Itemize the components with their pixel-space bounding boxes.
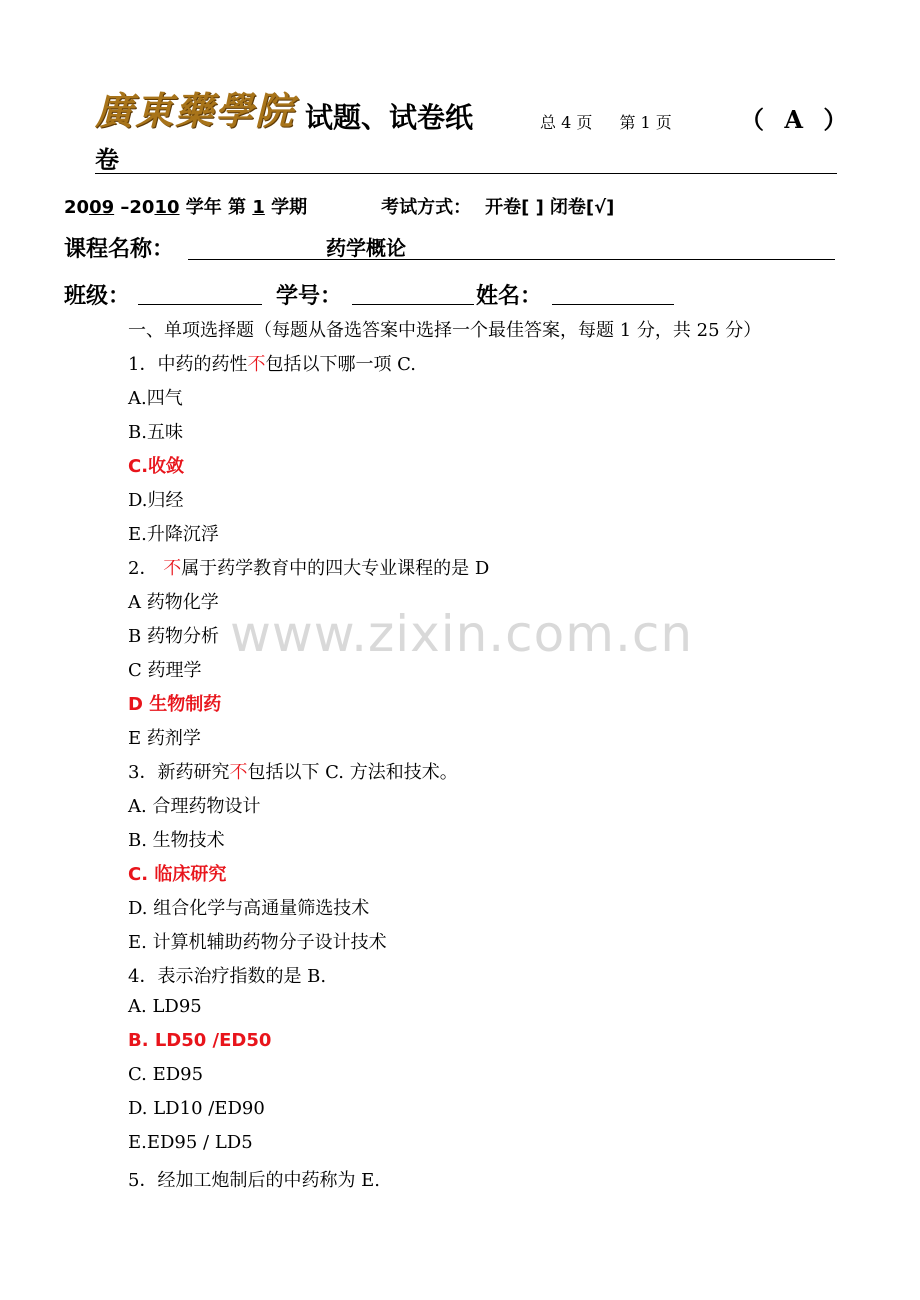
closed-book-option: 闭卷[√] bbox=[549, 197, 615, 218]
option: D. LD10 /ED90 bbox=[128, 1098, 265, 1119]
question-text: 4．表示治疗指数的是 B. bbox=[128, 966, 327, 987]
student-name-label: 姓名： bbox=[476, 284, 543, 309]
option: B 药物分析 bbox=[128, 626, 219, 647]
watermark: www.zixin.com.cn bbox=[230, 605, 694, 663]
option: E 药剂学 bbox=[128, 728, 201, 749]
question-stem bbox=[128, 554, 489, 580]
option: A 药物化学 bbox=[128, 592, 219, 613]
year-suffix: 学年 第 bbox=[179, 197, 253, 218]
option: C. ED95 bbox=[128, 1064, 204, 1085]
section-heading: 一、单项选择题（每题从备选答案中选择一个最佳答案，每题 1 分，共 25 分） bbox=[128, 320, 762, 341]
paper-title: 试题、试卷纸 bbox=[305, 101, 474, 134]
question-stem bbox=[128, 758, 458, 784]
option: D. 组合化学与高通量筛选技术 bbox=[128, 898, 370, 919]
question-text: 属于药学教育中的四大专业课程的是 D bbox=[181, 558, 490, 579]
term-suffix: 学期 bbox=[264, 197, 308, 218]
answer-option: C.收敛 bbox=[128, 456, 185, 477]
question-text: 5．经加工炮制后的中药称为 E. bbox=[128, 1170, 381, 1191]
negation-highlight: 不 bbox=[229, 762, 248, 783]
year-start: 09 bbox=[89, 197, 115, 218]
question-text: 包括以下 C. 方法和技术。 bbox=[247, 762, 458, 783]
term-number: 1 bbox=[252, 197, 265, 218]
option: A. LD95 bbox=[128, 996, 202, 1017]
course-name: 药学概论 bbox=[326, 236, 406, 260]
year-dash: –20 bbox=[114, 197, 155, 218]
question-text: 2． bbox=[128, 558, 164, 579]
year-end: 10 bbox=[154, 197, 180, 218]
option: B.五味 bbox=[128, 422, 183, 443]
negation-highlight: 不 bbox=[247, 354, 266, 375]
open-book-option: 开卷[ ] bbox=[485, 197, 544, 218]
option: D.归经 bbox=[128, 490, 184, 511]
question-text: 包括以下哪一项 C. bbox=[265, 354, 417, 375]
exam-mode-label: 考试方式： bbox=[381, 197, 472, 218]
option: E.ED95 / LD5 bbox=[128, 1132, 253, 1153]
question-stem bbox=[128, 350, 416, 376]
question-text: 1．中药的药性 bbox=[128, 354, 248, 375]
page-count bbox=[540, 110, 694, 133]
student-id-label: 学号： bbox=[276, 284, 343, 309]
academic-year-line bbox=[64, 193, 614, 219]
option: A. 合理药物设计 bbox=[128, 796, 261, 817]
answer-option: B. LD50 /ED50 bbox=[128, 1030, 272, 1051]
paper-variant: （ A ） bbox=[740, 105, 854, 134]
question-stem bbox=[128, 1166, 380, 1192]
student-id-blank[interactable] bbox=[352, 304, 474, 305]
answer-option: D 生物制药 bbox=[128, 694, 222, 715]
course-name-underline bbox=[188, 259, 835, 260]
option: A.四气 bbox=[128, 388, 183, 409]
option: B. 生物技术 bbox=[128, 830, 225, 851]
header-divider bbox=[95, 173, 837, 174]
year-prefix: 20 bbox=[64, 197, 90, 218]
question-stem bbox=[128, 962, 326, 988]
option: E. 计算机辅助药物分子设计技术 bbox=[128, 932, 387, 953]
answer-option: C. 临床研究 bbox=[128, 864, 227, 885]
current-page: 第 1 页 bbox=[619, 113, 672, 132]
course-label: 课程名称： bbox=[64, 237, 175, 262]
question-text: 3．新药研究 bbox=[128, 762, 230, 783]
negation-highlight: 不 bbox=[163, 558, 182, 579]
class-label: 班级： bbox=[64, 284, 131, 309]
student-name-blank[interactable] bbox=[552, 304, 674, 305]
total-pages: 总 4 页 bbox=[540, 113, 593, 132]
option: C 药理学 bbox=[128, 660, 202, 681]
paper-variant-suffix: 卷 bbox=[95, 146, 119, 174]
option: E.升降沉浮 bbox=[128, 524, 219, 545]
college-logo: 廣東藥學院 bbox=[95, 88, 296, 133]
class-blank[interactable] bbox=[138, 304, 262, 305]
